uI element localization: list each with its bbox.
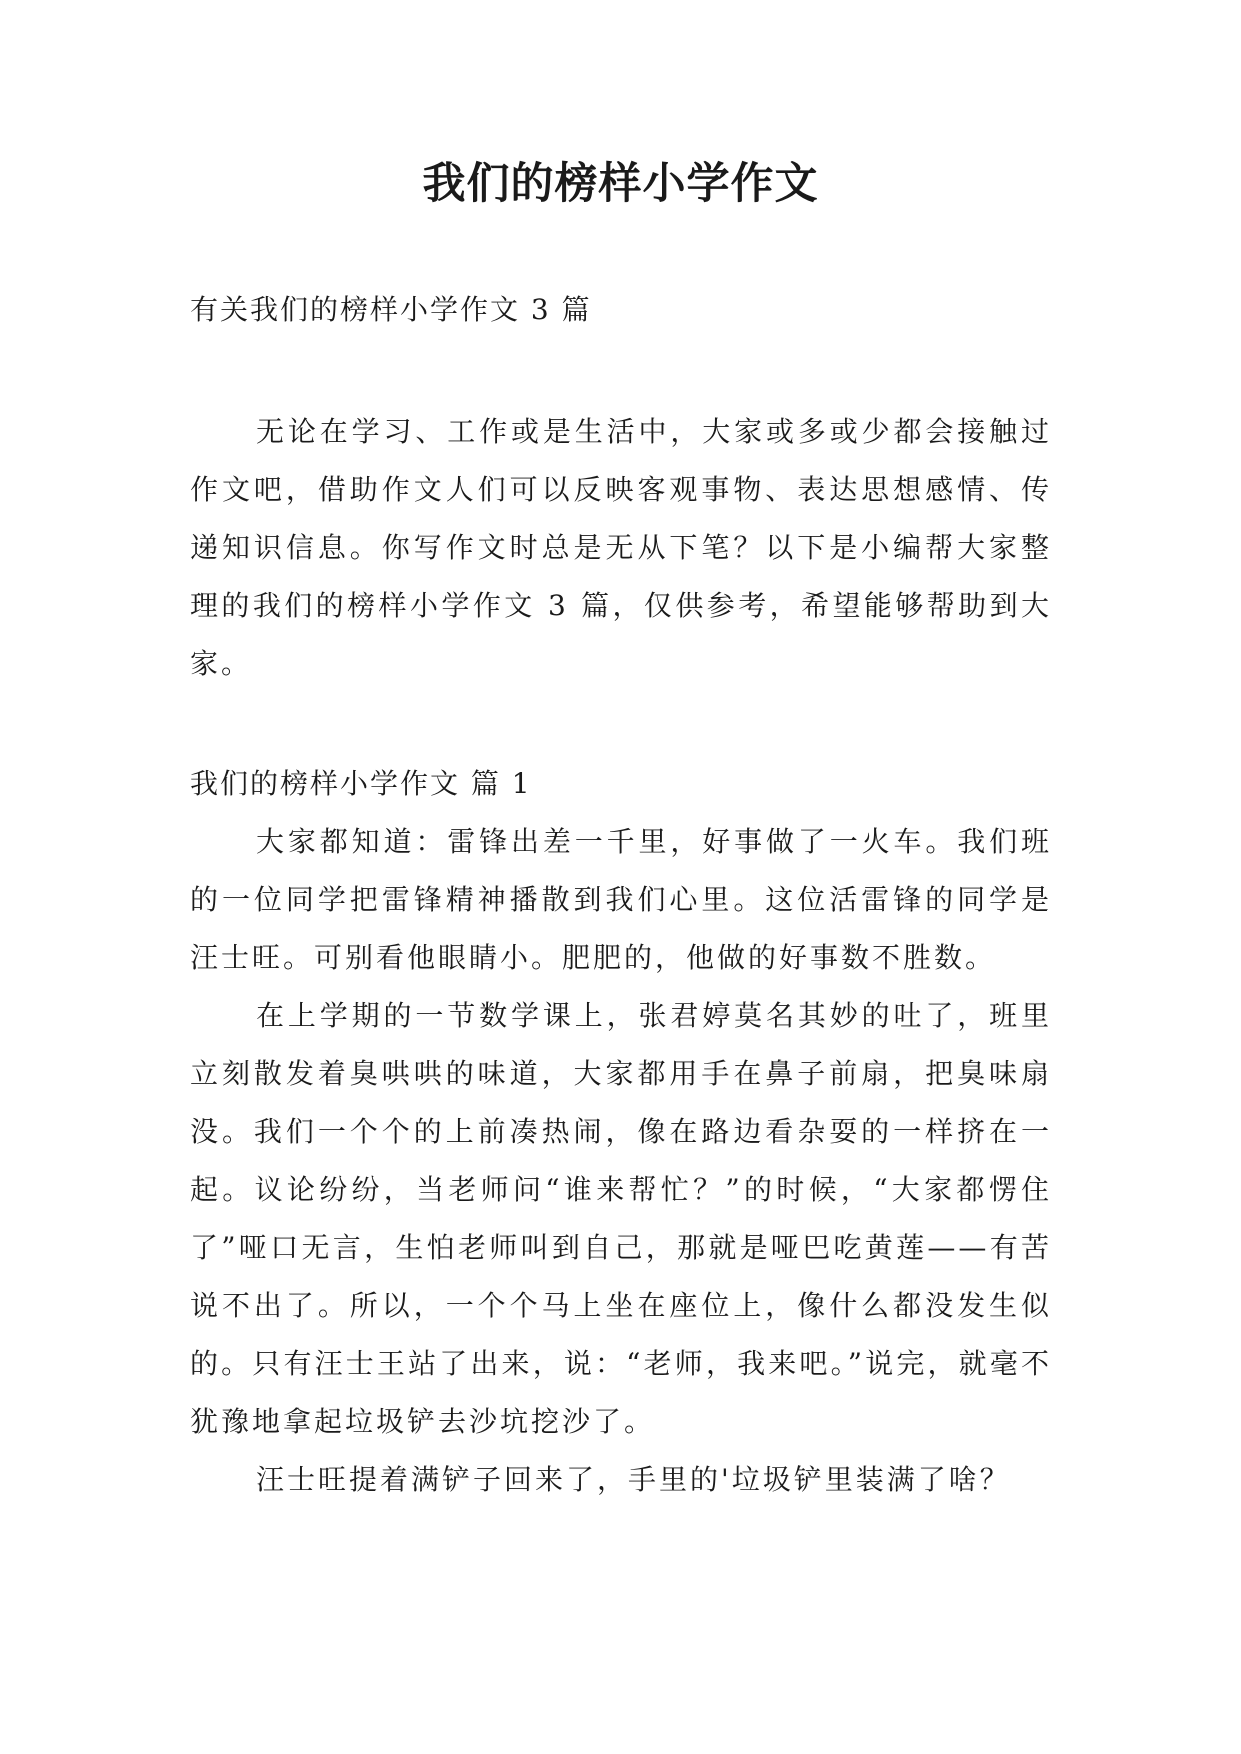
intro-paragraph: 无论在学习、工作或是生活中，大家或多或少都会接触过作文吧，借助作文人们可以反映客观事物、表达思想感情、传递知识信息。你写作文时总是无从下笔？以下是小编帮大家整理的我们的榜样小学作文 3 篇，仅供参考，希望能够帮助到大家。	[190, 415, 1052, 680]
body-paragraph: 汪士旺提着满铲子回来了，手里的'垃圾铲里装满了啥？	[256, 1463, 1011, 1496]
essay-body	[190, 813, 1052, 1509]
section-heading: 我们的榜样小学作文 篇 1	[190, 767, 532, 800]
document-title: 我们的榜样小学作文	[422, 159, 819, 209]
document-subtitle: 有关我们的榜样小学作文 3 篇	[190, 293, 592, 326]
body-paragraph: 在上学期的一节数学课上，张君婷莫名其妙的吐了，班里立刻散发着臭哄哄的味道，大家都用手在鼻子前扇，把臭味扇没。我们一个个的上前凑热闹，像在路边看杂耍的一样挤在一起。议论纷纷，当老师问“谁来帮忙？”的时候，“大家都愣住了”哑口无言，生怕老师叫到自己，那就是哑巴吃黄莲——有苦说不出了。所以，一个个马上坐在座位上，像什么都没发生似的。只有汪士王站了出来，说：“老师，我来吧。”说完，就毫不犹豫地拿起垃圾铲去沙坑挖沙了。	[190, 999, 1052, 1438]
body-paragraph: 大家都知道：雷锋出差一千里，好事做了一火车。我们班的一位同学把雷锋精神播散到我们心里。这位活雷锋的同学是汪士旺。可别看他眼睛小。肥肥的，他做的好事数不胜数。	[190, 825, 1052, 974]
